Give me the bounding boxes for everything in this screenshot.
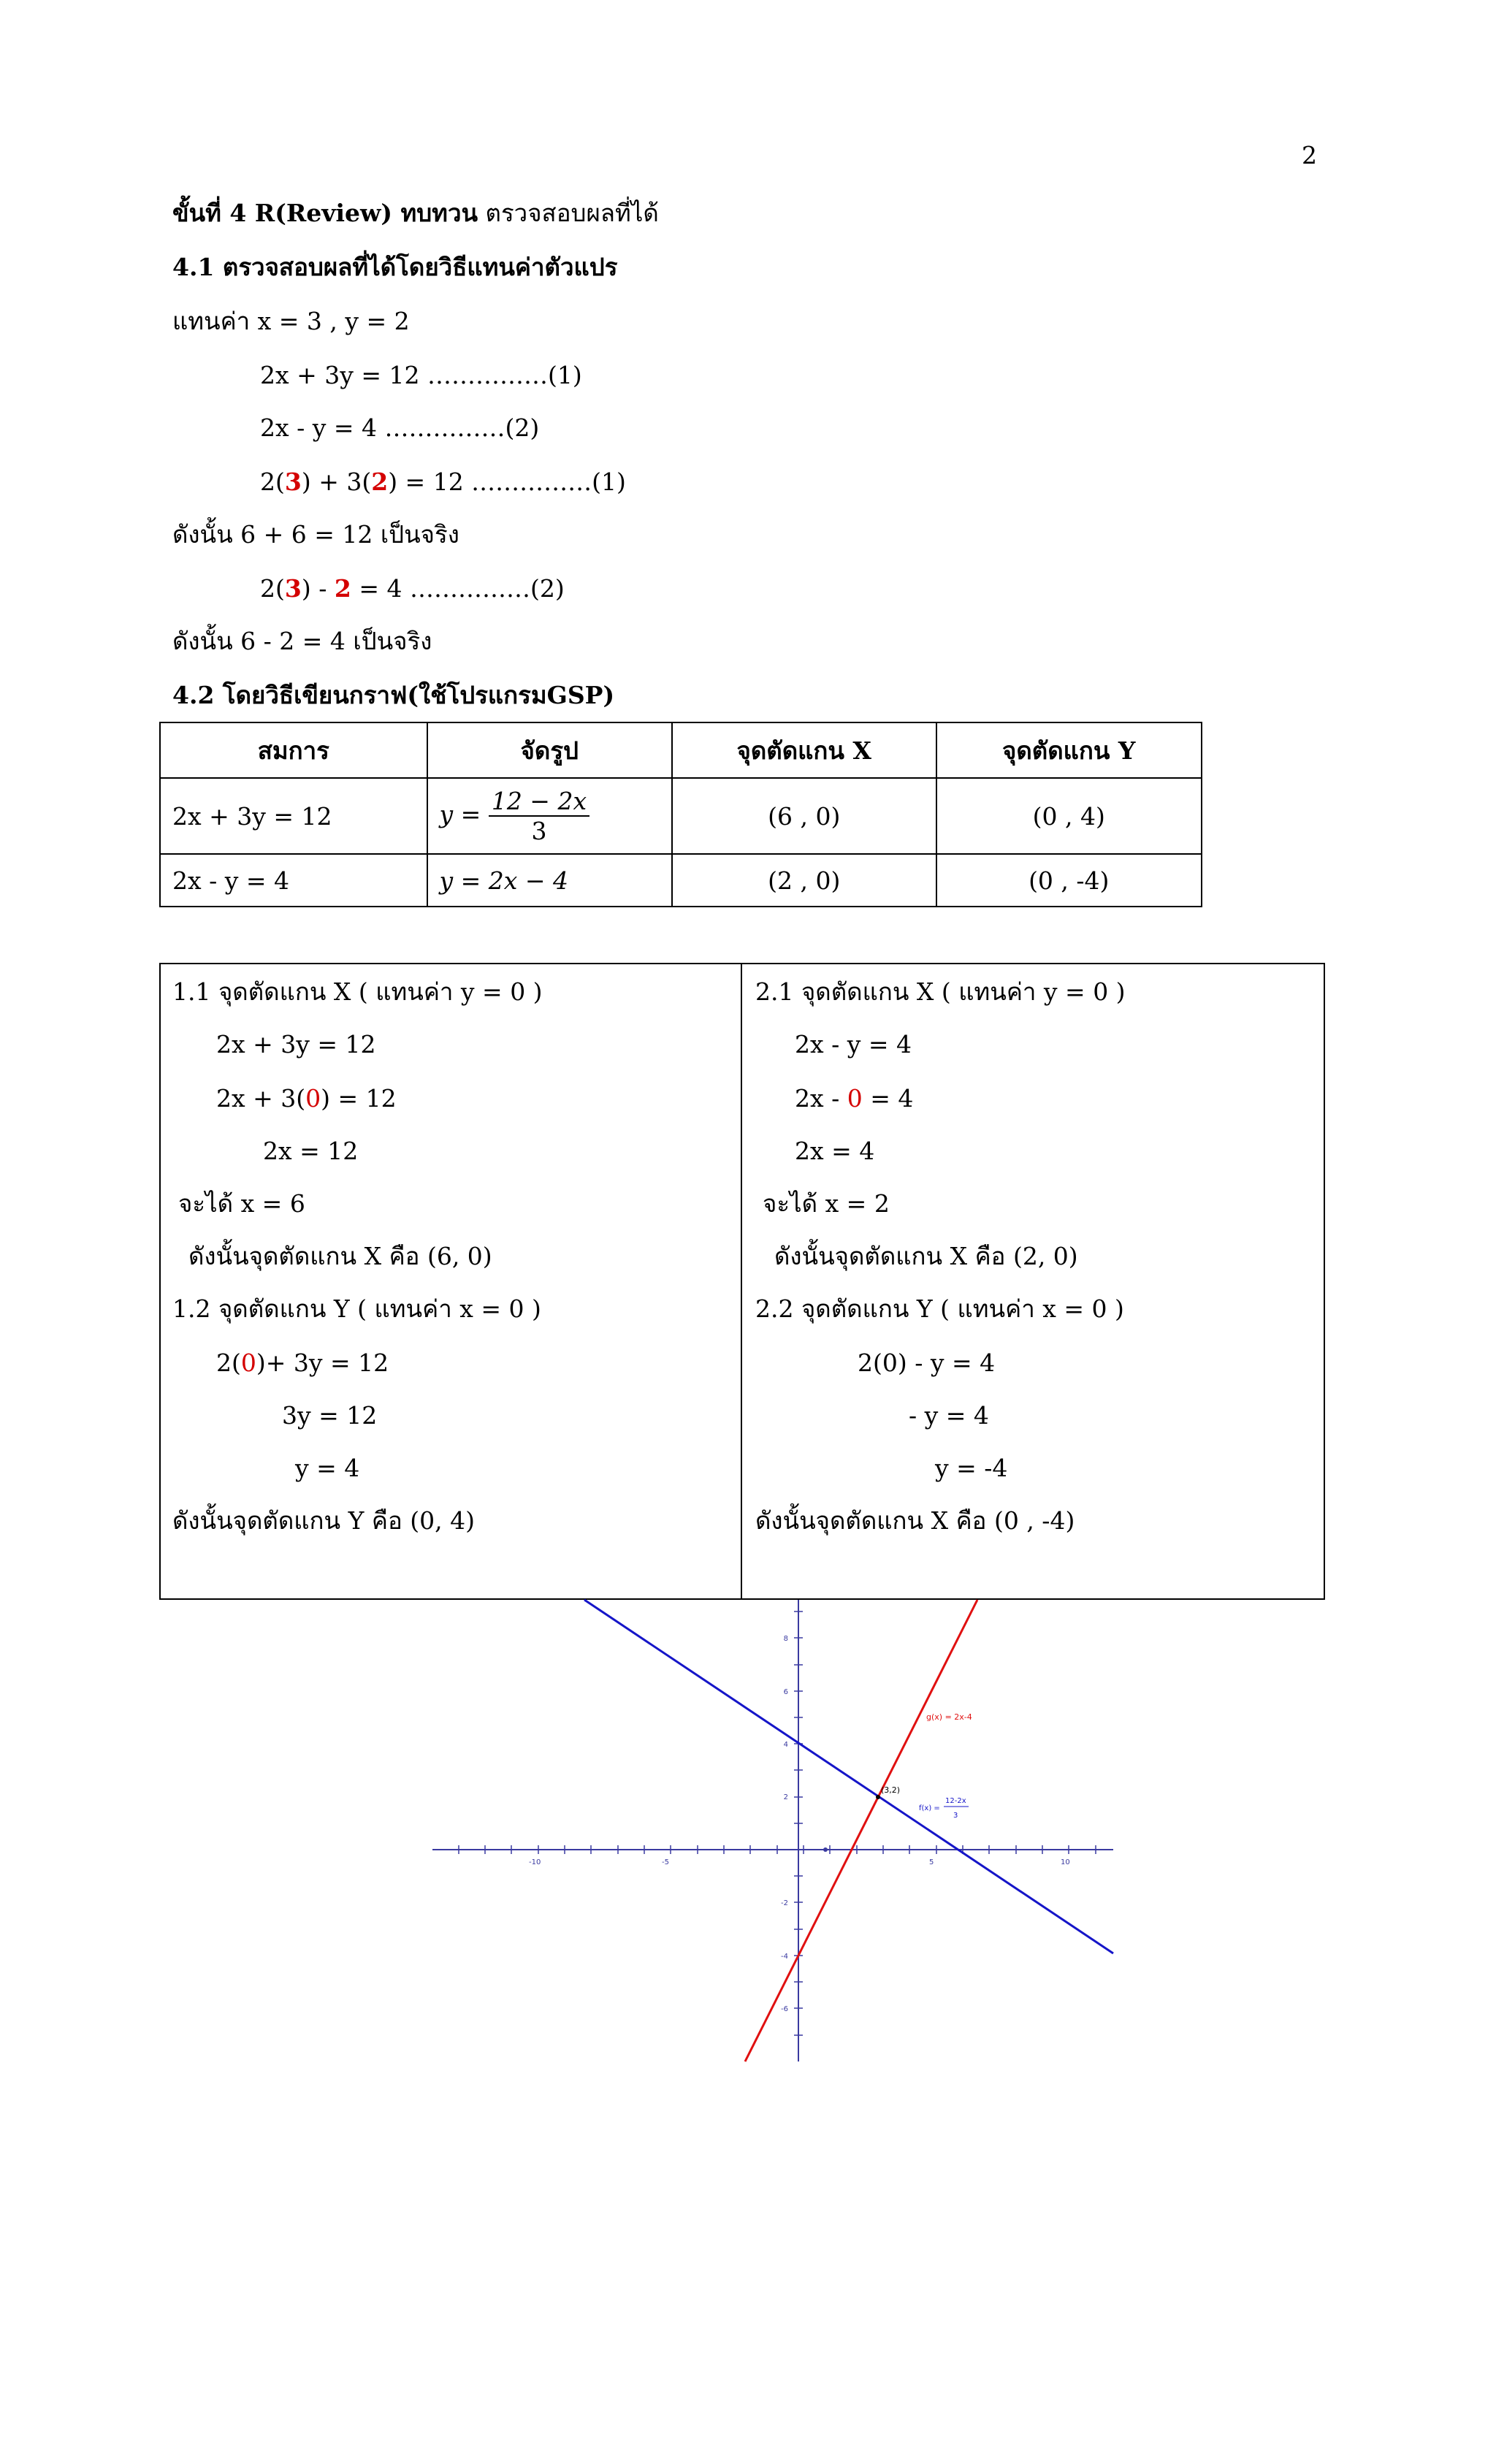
label-f-lhs: f(x) = <box>919 1804 940 1812</box>
table-header: จัดรูป <box>427 722 673 778</box>
work-left-line: 1.1 จุดตัดแกน X ( แทนค่า y = 0 ) <box>172 977 543 1006</box>
step-heading-normal: ตรวจสอบผลที่ได้ <box>485 199 659 227</box>
work-left-line: 1.2 จุดตัดแกน Y ( แทนค่า x = 0 ) <box>172 1294 541 1323</box>
check-2-part: = 4 ……………(2) <box>351 574 565 603</box>
work-right-line: ดังนั้นจุดตัดแกน X คือ (0 , -4) <box>755 1506 1075 1535</box>
check-1-part: 2( <box>260 468 285 496</box>
table-cell-x-intercept: (6 , 0) <box>672 778 936 854</box>
y-axis <box>794 1600 803 2061</box>
y-tick-label: 2 <box>783 1793 788 1801</box>
work-text: ) = 12 <box>321 1084 397 1113</box>
section-4-2-title: 4.2 โดยวิธีเขียนกราฟ(ใช้โปรแกรมGSP) <box>172 681 615 709</box>
work-right-line: 2.1 จุดตัดแกน X ( แทนค่า y = 0 ) <box>755 977 1126 1006</box>
work-right-line: - y = 4 <box>909 1401 989 1430</box>
substituted-value: 0 <box>847 1084 863 1113</box>
work-right-line: ดังนั้นจุดตัดแกน X คือ (2, 0) <box>774 1242 1078 1270</box>
work-left-line: 3y = 12 <box>282 1401 378 1430</box>
check-1-part: ) = 12 ……………(1) <box>388 468 626 496</box>
y-tick-label: -4 <box>781 1953 788 1961</box>
section-4-1-title: 4.1 ตรวจสอบผลที่ได้โดยวิธีแทนค่าตัวแปร <box>172 253 618 281</box>
y-tick-label: 6 <box>783 1688 788 1696</box>
check-2-part: ) - <box>301 574 335 603</box>
work-left-line: ดังนั้นจุดตัดแกน X คือ (6, 0) <box>188 1242 492 1270</box>
y-tick-label: -6 <box>781 2005 788 2013</box>
x-tick-label: -10 <box>529 1858 541 1866</box>
table-cell-y-intercept: (0 , -4) <box>936 854 1202 907</box>
step-heading-bold: ขั้นที่ 4 R(Review) ทบทวน <box>172 199 478 227</box>
check-2-y-value: 2 <box>334 574 351 603</box>
work-left-line: y = 4 <box>295 1454 360 1482</box>
page-number: 2 <box>1302 141 1317 169</box>
origin-point <box>823 1847 828 1852</box>
table-cell-x-intercept: (2 , 0) <box>672 854 936 907</box>
work-left-line: จะได้ x = 6 <box>178 1189 305 1218</box>
check-1-x-value: 3 <box>284 468 302 496</box>
x-tick-label: 10 <box>1061 1858 1070 1866</box>
intersection-point <box>876 1795 880 1799</box>
equation-1: 2x + 3y = 12 ……………(1) <box>260 361 582 389</box>
fraction-denominator: 3 <box>531 817 547 845</box>
substituted-value: 0 <box>305 1084 321 1113</box>
x-tick-label: -5 <box>662 1858 669 1866</box>
table-header: สมการ <box>160 722 427 778</box>
substitute-line: แทนค่า x = 3 , y = 2 <box>172 307 410 335</box>
y-tick-label: 4 <box>783 1741 788 1749</box>
x-tick-label: 5 <box>929 1858 934 1866</box>
fraction-numerator: 12 − 2x <box>489 787 589 817</box>
check-2-x-value: 3 <box>284 574 302 603</box>
work-left-line: 2x = 12 <box>263 1137 359 1165</box>
work-right-line: 2x = 4 <box>795 1137 875 1165</box>
substituted-value: 0 <box>240 1349 256 1377</box>
label-g: g(x) = 2x-4 <box>926 1712 972 1722</box>
table-cell-equation: 2x - y = 4 <box>160 854 427 907</box>
table-header: จุดตัดแกน Y <box>936 722 1202 778</box>
table-header: จุดตัดแกน X <box>672 722 936 778</box>
line-g <box>745 1600 977 2061</box>
table-cell-form: y = 2x − 4 <box>427 854 673 907</box>
label-f-denominator: 3 <box>953 1812 958 1820</box>
check-1-part: ) + 3( <box>301 468 372 496</box>
work-text: 2( <box>216 1349 241 1377</box>
work-text: 2x + 3( <box>216 1084 306 1113</box>
line-f <box>584 1600 1113 1953</box>
work-right-line: 2.2 จุดตัดแกน Y ( แทนค่า x = 0 ) <box>755 1294 1124 1323</box>
result-2: ดังนั้น 6 - 2 = 4 เป็นจริง <box>172 627 432 655</box>
check-2-part: 2( <box>260 574 285 603</box>
label-f-numerator: 12-2x <box>945 1797 966 1805</box>
table-cell-y-intercept: (0 , 4) <box>936 778 1202 854</box>
table-cell-equation: 2x + 3y = 12 <box>160 778 427 854</box>
intersection-label: (3,2) <box>881 1785 901 1795</box>
work-text: )+ 3y = 12 <box>256 1349 389 1377</box>
form-lhs: y = <box>439 800 481 828</box>
work-text: = 4 <box>862 1084 914 1113</box>
check-1-y-value: 2 <box>371 468 389 496</box>
work-right-line: y = -4 <box>935 1454 1008 1482</box>
work-right-line: จะได้ x = 2 <box>763 1189 890 1218</box>
work-right-line: 2x - y = 4 <box>795 1030 912 1059</box>
y-tick-label: -2 <box>781 1899 788 1907</box>
y-tick-label: 8 <box>783 1635 788 1643</box>
work-right-line: 2(0) - y = 4 <box>858 1349 996 1377</box>
x-axis <box>432 1845 1113 1854</box>
work-left-line: ดังนั้นจุดตัดแกน Y คือ (0, 4) <box>172 1506 475 1535</box>
result-1: ดังนั้น 6 + 6 = 12 เป็นจริง <box>172 520 459 549</box>
equation-2: 2x - y = 4 ……………(2) <box>260 413 540 442</box>
work-left-line: 2x + 3y = 12 <box>216 1030 376 1059</box>
work-text: 2x - <box>795 1084 847 1113</box>
